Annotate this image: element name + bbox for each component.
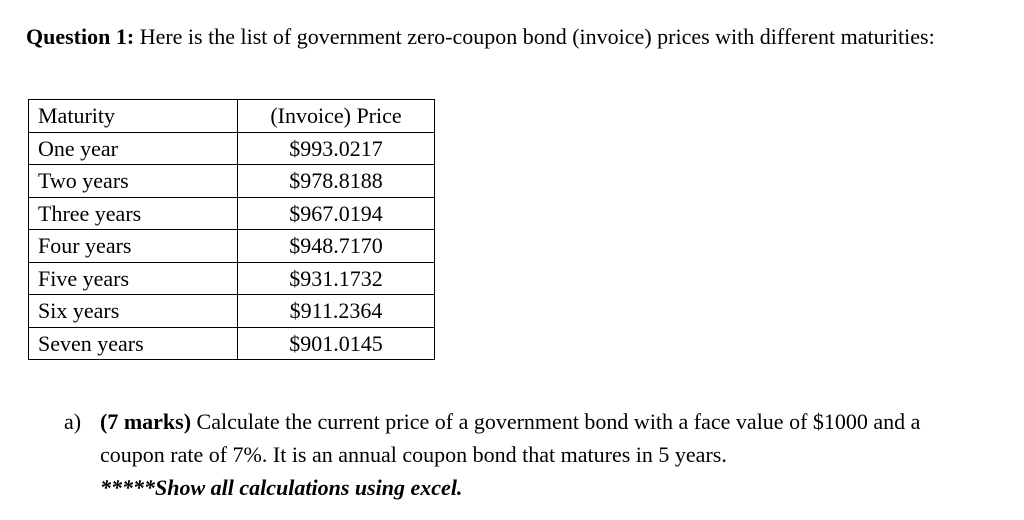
price-cell: $967.0194 xyxy=(238,197,435,230)
table-row xyxy=(29,165,435,198)
maturity-cell: Four years xyxy=(29,230,238,263)
maturity-cell: Six years xyxy=(29,295,238,328)
price-cell: $993.0217 xyxy=(238,132,435,165)
price-cell: $911.2364 xyxy=(238,295,435,328)
question-text: Here is the list of government zero-coupon bond (invoice) prices with different maturities: xyxy=(134,24,935,49)
table-row xyxy=(29,262,435,295)
price-cell: $901.0145 xyxy=(238,327,435,360)
part-a-body xyxy=(100,405,964,504)
maturity-cell: Seven years xyxy=(29,327,238,360)
question-heading xyxy=(26,20,986,53)
price-cell: $931.1732 xyxy=(238,262,435,295)
table-header-row xyxy=(29,100,435,133)
question-label: Question 1: xyxy=(26,24,135,49)
column-header-maturity: Maturity xyxy=(29,100,238,133)
column-header-price: (Invoice) Price xyxy=(238,100,435,133)
table-row xyxy=(29,327,435,360)
table-row xyxy=(29,197,435,230)
maturity-cell: Five years xyxy=(29,262,238,295)
maturity-cell: Three years xyxy=(29,197,238,230)
maturity-cell: One year xyxy=(29,132,238,165)
bond-price-table xyxy=(28,99,435,360)
part-a-marks: (7 marks) xyxy=(100,409,192,434)
price-cell: $948.7170 xyxy=(238,230,435,263)
price-cell: $978.8188 xyxy=(238,165,435,198)
table-row xyxy=(29,295,435,328)
part-a-instruction: *****Show all calculations using excel. xyxy=(100,475,463,500)
table-row xyxy=(29,230,435,263)
part-a-text: Calculate the current price of a government bond with a face value of $1000 and a coupon rate of 7%. It is an annual coupon bond that matures in 5 years. xyxy=(100,409,921,467)
part-a xyxy=(64,405,964,504)
maturity-cell: Two years xyxy=(29,165,238,198)
part-a-letter: a) xyxy=(64,409,82,434)
table-row xyxy=(29,132,435,165)
